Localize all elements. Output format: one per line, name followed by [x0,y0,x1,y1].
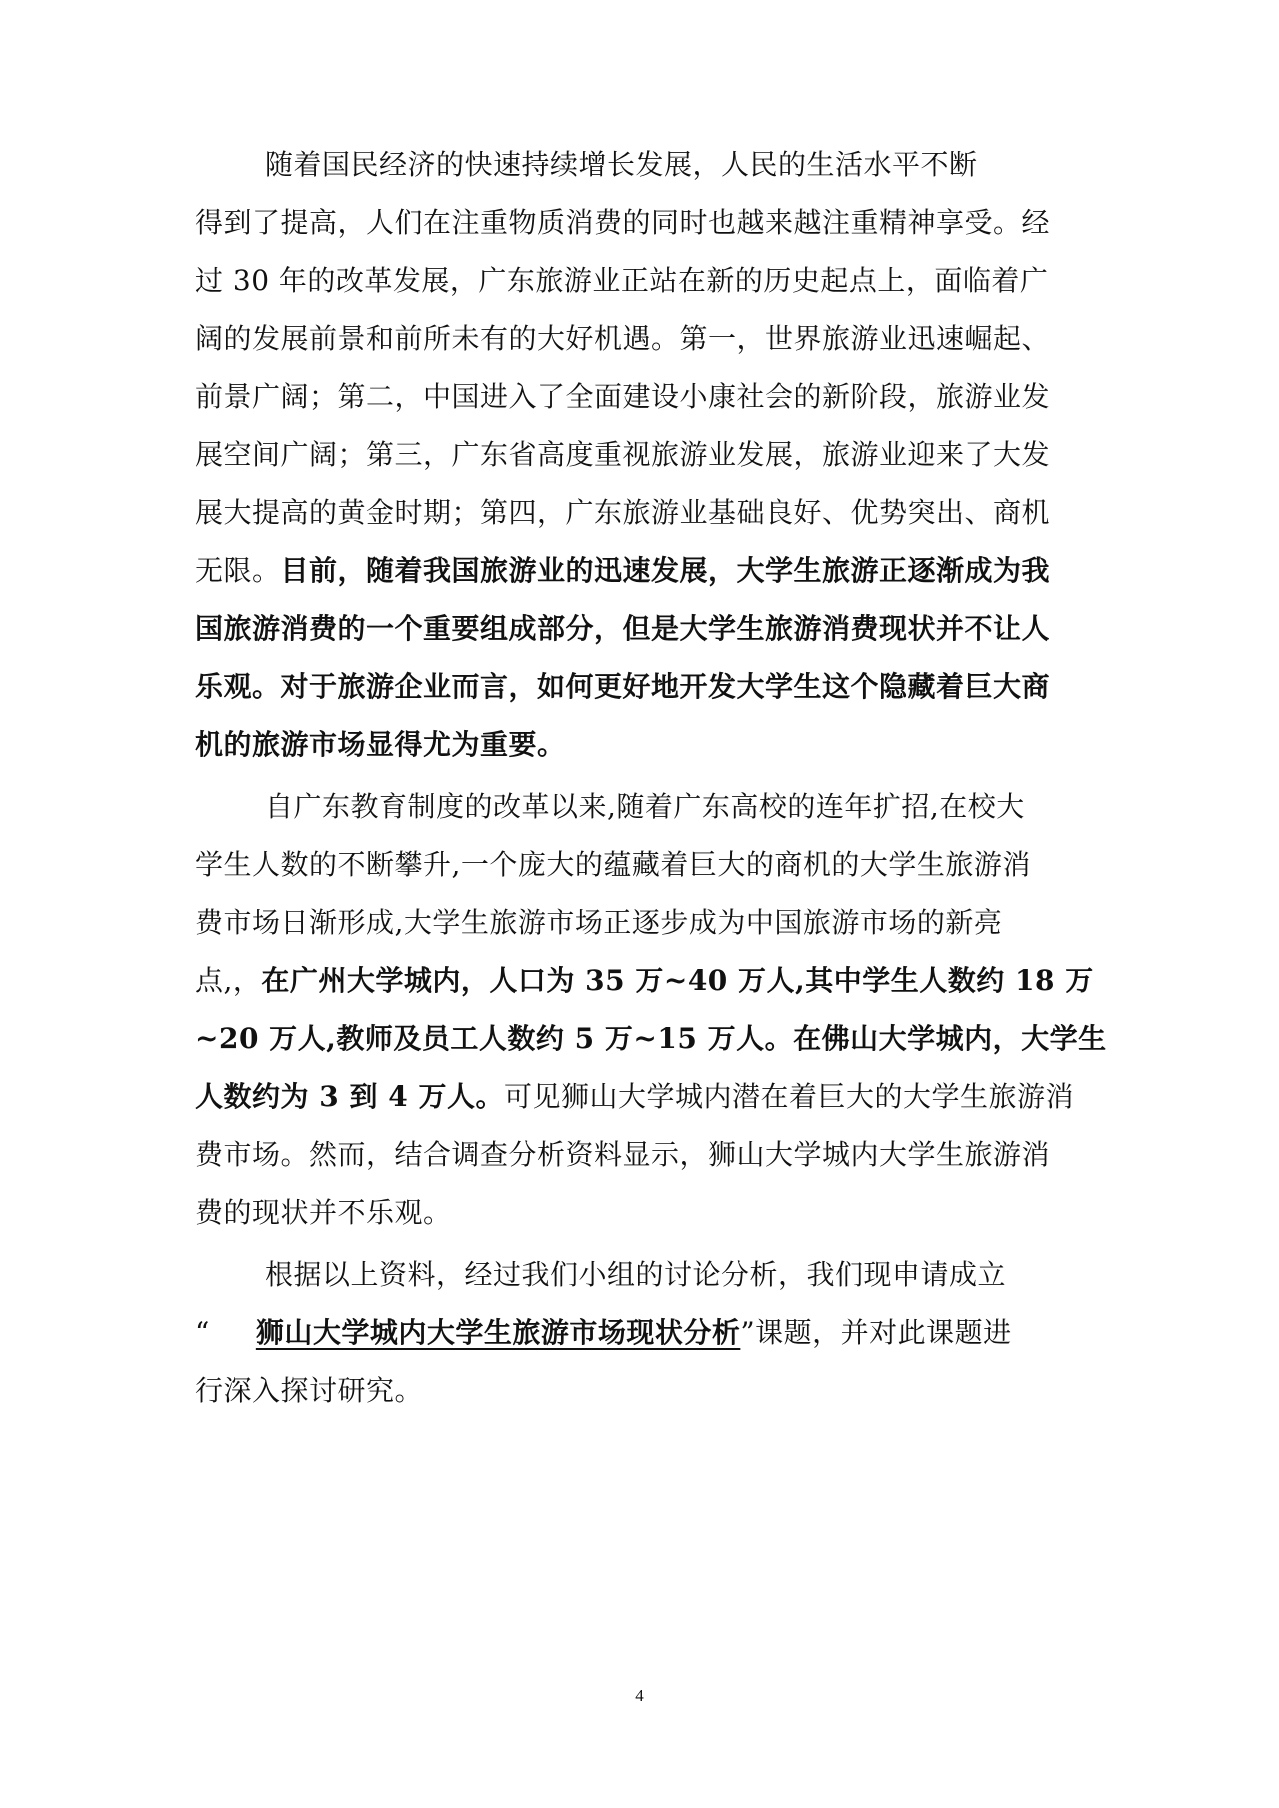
open-quote: “ [195,1316,210,1349]
paragraph-1-line-8 [195,551,1090,591]
paragraph-3-line-2 [195,1313,1090,1353]
paragraph-1-line-5: 前景广阔；第二，中国进入了全面建设小康社会的新阶段，旅游业发 [195,380,1051,413]
page-number: 4 [635,1686,644,1705]
paragraph-2-line-3: 费市场日渐形成,大学生旅游市场正逐步成为中国旅游市场的新亮 [195,906,1003,939]
paragraph-2-line-4-bold: 在广州大学城内，人口为 35 万~40 万人,其中学生人数约 18 万 [261,964,1094,997]
paragraph-1-line-2: 得到了提高，人们在注重物质消费的同时也越来越注重精神享受。经 [195,206,1051,239]
project-title: 狮山大学城内大学生旅游市场现状分析 [255,1316,741,1349]
paragraph-1-line-10: 乐观。对于旅游企业而言，如何更好地开发大学生这个隐藏着巨大商 [195,670,1051,703]
paragraph-1-line-7: 展大提高的黄金时期；第四，广东旅游业基础良好、优势突出、商机 [195,496,1051,529]
paragraph-2-line-4-regular: 点,， [195,964,262,997]
paragraph-2-line-6-bold: 人数约为 3 到 4 万人。 [195,1080,504,1113]
paragraph-1-line-3: 过 30 年的改革发展，广东旅游业正站在新的历史起点上，面临着广 [195,264,1049,297]
paragraph-3-line-3: 行深入探讨研究。 [195,1374,424,1407]
paragraph-2-line-6 [195,1077,1090,1117]
paragraph-2-line-6-regular: 可见狮山大学城内潜在着巨大的大学生旅游消 [503,1080,1074,1113]
paragraph-3-line-2-tail: ”课题，并对此课题进 [740,1316,1012,1349]
paragraph-1-line-1: 随着国民经济的快速持续增长发展，人民的生活水平不断 [265,148,978,181]
paragraph-3-line-1: 根据以上资料，经过我们小组的讨论分析，我们现申请成立 [265,1258,1007,1291]
paragraph-2-line-2: 学生人数的不断攀升,一个庞大的蕴藏着巨大的商机的大学生旅游消 [195,848,1031,881]
paragraph-2-line-1: 自广东教育制度的改革以来,随着广东高校的连年扩招,在校大 [265,790,1025,823]
paragraph-2-line-8: 费的现状并不乐观。 [195,1196,452,1229]
paragraph-2-line-5: ~20 万人,教师及员工人数约 5 万~15 万人。在佛山大学城内，大学生 [195,1022,1107,1055]
paragraph-1-line-8-bold: 目前，随着我国旅游业的迅速发展，大学生旅游正逐渐成为我 [280,554,1051,587]
paragraph-2-line-7: 费市场。然而，结合调查分析资料显示，狮山大学城内大学生旅游消 [195,1138,1051,1171]
paragraph-2-line-4 [195,961,1094,1001]
paragraph-1-line-9: 国旅游消费的一个重要组成部分，但是大学生旅游消费现状并不让人 [195,612,1051,645]
paragraph-1-line-11: 机的旅游市场显得尤为重要。 [195,728,566,761]
paragraph-1-line-6: 展空间广阔；第三，广东省高度重视旅游业发展，旅游业迎来了大发 [195,438,1051,471]
paragraph-1-line-4: 阔的发展前景和前所未有的大好机遇。第一，世界旅游业迅速崛起、 [195,322,1051,355]
paragraph-1-line-8-regular: 无限。 [195,554,281,587]
